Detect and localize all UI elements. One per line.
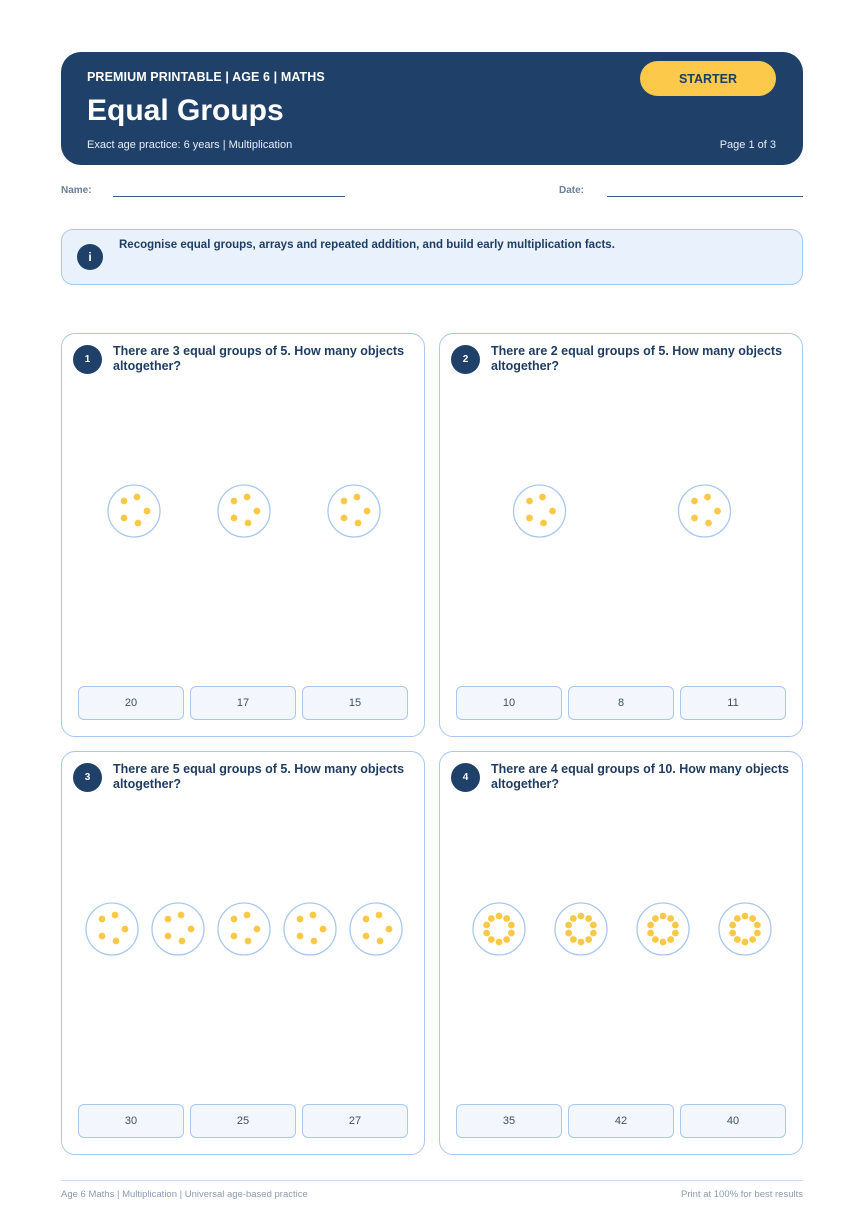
- counter-dot: [483, 922, 490, 929]
- instructions-box: [61, 229, 803, 285]
- group-circle: [473, 903, 525, 955]
- page-number: Page 1 of 3: [719, 139, 776, 151]
- question-card: [61, 333, 425, 737]
- counter-dot: [99, 933, 106, 940]
- counter-dot: [590, 930, 597, 937]
- counter-dot: [749, 915, 756, 922]
- question-number: 3: [73, 763, 102, 792]
- counter-dot: [113, 938, 120, 945]
- counter-dot: [311, 938, 318, 945]
- counter-dot: [488, 936, 495, 943]
- info-icon: i: [77, 244, 103, 270]
- counter-dot: [503, 936, 510, 943]
- counter-dot: [244, 494, 251, 501]
- counter-dot: [705, 520, 712, 527]
- counter-dot: [647, 930, 654, 937]
- group-circle: [555, 903, 607, 955]
- answer-option[interactable]: 17: [190, 686, 296, 720]
- counter-dot: [754, 930, 761, 937]
- group-circle: [218, 485, 270, 537]
- answer-options: [456, 686, 787, 720]
- counter-dot: [231, 498, 238, 505]
- counter-dot: [254, 508, 261, 515]
- counter-dot: [363, 933, 370, 940]
- counter-dot: [704, 494, 711, 501]
- counter-dot: [729, 922, 736, 929]
- counter-dot: [496, 939, 503, 946]
- answer-options: [78, 686, 409, 720]
- counter-dot: [652, 936, 659, 943]
- counter-dot: [578, 939, 585, 946]
- group-circle: [284, 903, 336, 955]
- counter-dot: [121, 515, 128, 522]
- counter-dot: [672, 930, 679, 937]
- counter-dot: [734, 936, 741, 943]
- equal-groups-illustration: [62, 474, 426, 548]
- counter-dot: [565, 930, 572, 937]
- question-card: [439, 751, 803, 1155]
- counter-dot: [297, 933, 304, 940]
- question-number: 4: [451, 763, 480, 792]
- counter-dot: [585, 936, 592, 943]
- counter-dot: [754, 922, 761, 929]
- group-circle: [108, 485, 160, 537]
- counter-dot: [310, 912, 317, 919]
- counter-dot: [508, 930, 515, 937]
- question-number: 2: [451, 345, 480, 374]
- counter-dot: [386, 926, 393, 933]
- counter-dot: [570, 915, 577, 922]
- question-number: 1: [73, 345, 102, 374]
- name-field-line[interactable]: [113, 196, 345, 197]
- counter-dot: [121, 498, 128, 505]
- instructions-text: Recognise equal groups, arrays and repeated addition, and build early multiplication facts.: [119, 239, 615, 251]
- counter-dot: [99, 916, 106, 923]
- counter-dot: [585, 915, 592, 922]
- counter-dot: [691, 498, 698, 505]
- counter-dot: [742, 939, 749, 946]
- counter-dot: [165, 933, 172, 940]
- counter-dot: [660, 939, 667, 946]
- counter-dot: [578, 913, 585, 920]
- counter-dot: [178, 912, 185, 919]
- worksheet-header: [61, 52, 803, 165]
- counter-dot: [734, 915, 741, 922]
- counter-dot: [647, 922, 654, 929]
- date-field-line[interactable]: [607, 196, 803, 197]
- level-badge: STARTER: [640, 61, 776, 96]
- counter-dot: [483, 930, 490, 937]
- answer-option[interactable]: 30: [78, 1104, 184, 1138]
- counter-dot: [244, 912, 251, 919]
- counter-dot: [231, 515, 238, 522]
- answer-option[interactable]: 40: [680, 1104, 786, 1138]
- group-circle: [218, 903, 270, 955]
- footer-right-text: Print at 100% for best results: [681, 1189, 803, 1200]
- counter-dot: [245, 520, 252, 527]
- group-circle: [350, 903, 402, 955]
- counter-dot: [355, 520, 362, 527]
- counter-dot: [254, 926, 261, 933]
- counter-dot: [377, 938, 384, 945]
- answer-option[interactable]: 10: [456, 686, 562, 720]
- group-circle: [679, 485, 731, 537]
- counter-dot: [363, 916, 370, 923]
- counter-dot: [341, 515, 348, 522]
- counter-dot: [354, 494, 361, 501]
- counter-dot: [503, 915, 510, 922]
- group-circle: [514, 485, 566, 537]
- counter-dot: [341, 498, 348, 505]
- answer-options: [78, 1104, 409, 1138]
- counter-dot: [672, 922, 679, 929]
- counter-dot: [144, 508, 151, 515]
- counter-dot: [714, 508, 721, 515]
- counter-dot: [231, 916, 238, 923]
- counter-dot: [122, 926, 129, 933]
- counter-dot: [496, 913, 503, 920]
- counter-dot: [549, 508, 556, 515]
- counter-dot: [188, 926, 195, 933]
- answer-options: [456, 1104, 787, 1138]
- answer-option[interactable]: 27: [302, 1104, 408, 1138]
- counter-dot: [729, 930, 736, 937]
- counter-dot: [539, 494, 546, 501]
- answer-option[interactable]: 35: [456, 1104, 562, 1138]
- question-text: There are 5 equal groups of 5. How many objects altogether?: [113, 762, 405, 791]
- counter-dot: [742, 913, 749, 920]
- footer-left-text: Age 6 Maths | Multiplication | Universal age-based practice: [61, 1189, 308, 1200]
- group-circle: [637, 903, 689, 955]
- group-circle: [719, 903, 771, 955]
- counter-dot: [565, 922, 572, 929]
- answer-option[interactable]: 8: [568, 686, 674, 720]
- counter-dot: [364, 508, 371, 515]
- counter-dot: [245, 938, 252, 945]
- equal-groups-illustration: [62, 892, 426, 966]
- page-title: Equal Groups: [87, 94, 284, 127]
- counter-dot: [526, 515, 533, 522]
- equal-groups-illustration: [440, 474, 804, 548]
- counter-dot: [135, 520, 142, 527]
- answer-option[interactable]: 20: [78, 686, 184, 720]
- group-circle: [86, 903, 138, 955]
- counter-dot: [590, 922, 597, 929]
- question-text: There are 3 equal groups of 5. How many objects altogether?: [113, 344, 405, 373]
- counter-dot: [749, 936, 756, 943]
- counter-dot: [667, 936, 674, 943]
- counter-dot: [179, 938, 186, 945]
- counter-dot: [540, 520, 547, 527]
- header-subtitle: Exact age practice: 6 years | Multiplication: [87, 139, 293, 151]
- counter-dot: [488, 915, 495, 922]
- counter-dot: [667, 915, 674, 922]
- answer-option[interactable]: 11: [680, 686, 786, 720]
- equal-groups-illustration: [440, 892, 804, 966]
- counter-dot: [526, 498, 533, 505]
- counter-dot: [660, 913, 667, 920]
- counter-dot: [112, 912, 119, 919]
- answer-option[interactable]: 42: [568, 1104, 674, 1138]
- question-card: [439, 333, 803, 737]
- counter-dot: [652, 915, 659, 922]
- counter-dot: [376, 912, 383, 919]
- name-label: Name:: [61, 185, 92, 196]
- counter-dot: [231, 933, 238, 940]
- group-circle: [328, 485, 380, 537]
- footer-divider: [61, 1180, 803, 1181]
- date-label: Date:: [559, 185, 585, 196]
- group-circle: [152, 903, 204, 955]
- header-kicker: PREMIUM PRINTABLE | AGE 6 | MATHS: [87, 70, 325, 84]
- counter-dot: [508, 922, 515, 929]
- answer-option[interactable]: 25: [190, 1104, 296, 1138]
- counter-dot: [297, 916, 304, 923]
- counter-dot: [570, 936, 577, 943]
- question-text: There are 4 equal groups of 10. How many objects altogether?: [491, 762, 789, 791]
- counter-dot: [134, 494, 141, 501]
- question-text: There are 2 equal groups of 5. How many objects altogether?: [491, 344, 783, 373]
- counter-dot: [320, 926, 327, 933]
- counter-dot: [691, 515, 698, 522]
- question-card: [61, 751, 425, 1155]
- counter-dot: [165, 916, 172, 923]
- answer-option[interactable]: 15: [302, 686, 408, 720]
